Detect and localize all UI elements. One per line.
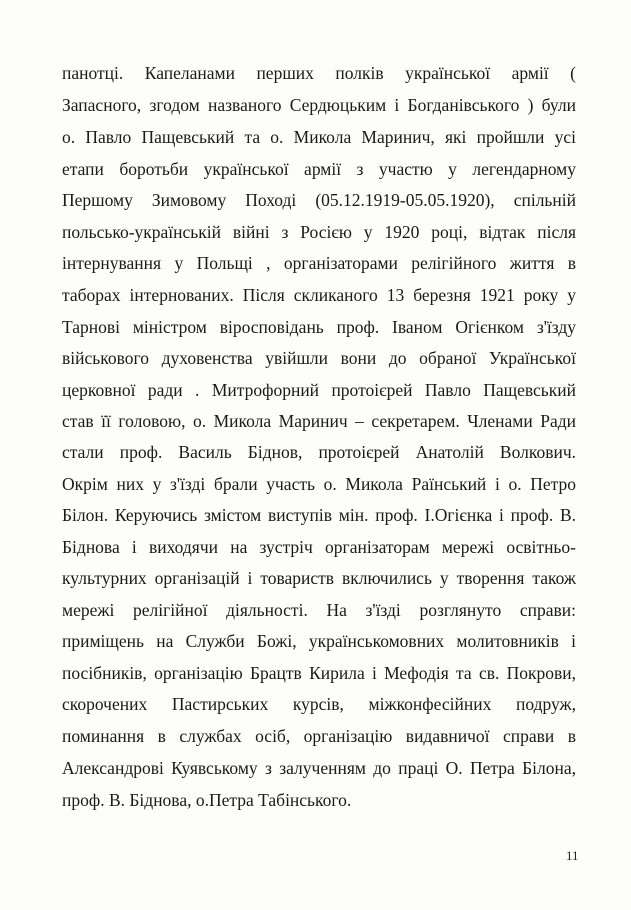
text-line: Біднова і виходячи на зустріч організаторам мережі освітньо- [62, 537, 576, 557]
text-line: Тарнові міністром віросповідань проф. Іваном Огієнком з'їзду [62, 317, 576, 337]
text-line: посібників, організацію Брацтв Кирила і Мефодія та св. Покрови, [62, 663, 576, 683]
text-line: поминання в службах осіб, організацію видавничої справи в [62, 726, 576, 746]
text-line: стали проф. Василь Біднов, протоієрей Анатолій Волкович. [62, 442, 576, 462]
text-line: скорочених Пастирських курсів, міжконфесійних подруж, [62, 694, 576, 714]
text-line: Першому Зимовому Поході (05.12.1919-05.05.1920), спільній [62, 190, 576, 210]
text-line: військового духовенства увійшли вони до обраної Української [62, 348, 576, 368]
text-line: панотці. Капеланами перших полків української армії ( [62, 63, 576, 83]
page-number: 11 [566, 848, 579, 863]
text-line: етапи боротьби української армії з участю у легендарному [62, 159, 576, 179]
text-line: приміщень на Служби Божі, українськомовних молитовників і [62, 631, 576, 651]
text-line: Запасного, згодом названого Сердюцьким і Богданівського ) були [62, 95, 576, 115]
text-line: о. Павло Пащевський та о. Микола Маринич, які пройшли усі [62, 127, 576, 147]
text-line: став її головою, о. Микола Маринич – секретарем. Членами Ради [62, 411, 576, 431]
text-line: Александрові Куявському з залученням до праці О. Петра Білона, [62, 758, 576, 778]
text-line: польсько-українській війні з Росією у 1920 році, відтак після [62, 222, 576, 242]
text-line: інтернування у Польщі , організаторами релігійного життя в [62, 253, 576, 273]
text-line: мережі релігійної діяльності. На з'їзді розглянуто справи: [62, 600, 576, 620]
text-line: церковної ради . Митрофорний протоієрей Павло Пащевський [62, 380, 576, 400]
text-line: культурних організацій і товариств включились у творення також [62, 568, 576, 588]
text-line: Окрім них у з'їзді брали участь о. Микола Раїнський і о. Петро [62, 474, 576, 494]
text-line: таборах інтернованих. Після скликаного 13 березня 1921 року у [62, 285, 576, 305]
text-line: проф. В. Біднова, о.Петра Табінського. [62, 790, 352, 810]
text-line: Білон. Керуючись змістом виступів мін. проф. І.Огієнка і проф. В. [62, 505, 576, 525]
